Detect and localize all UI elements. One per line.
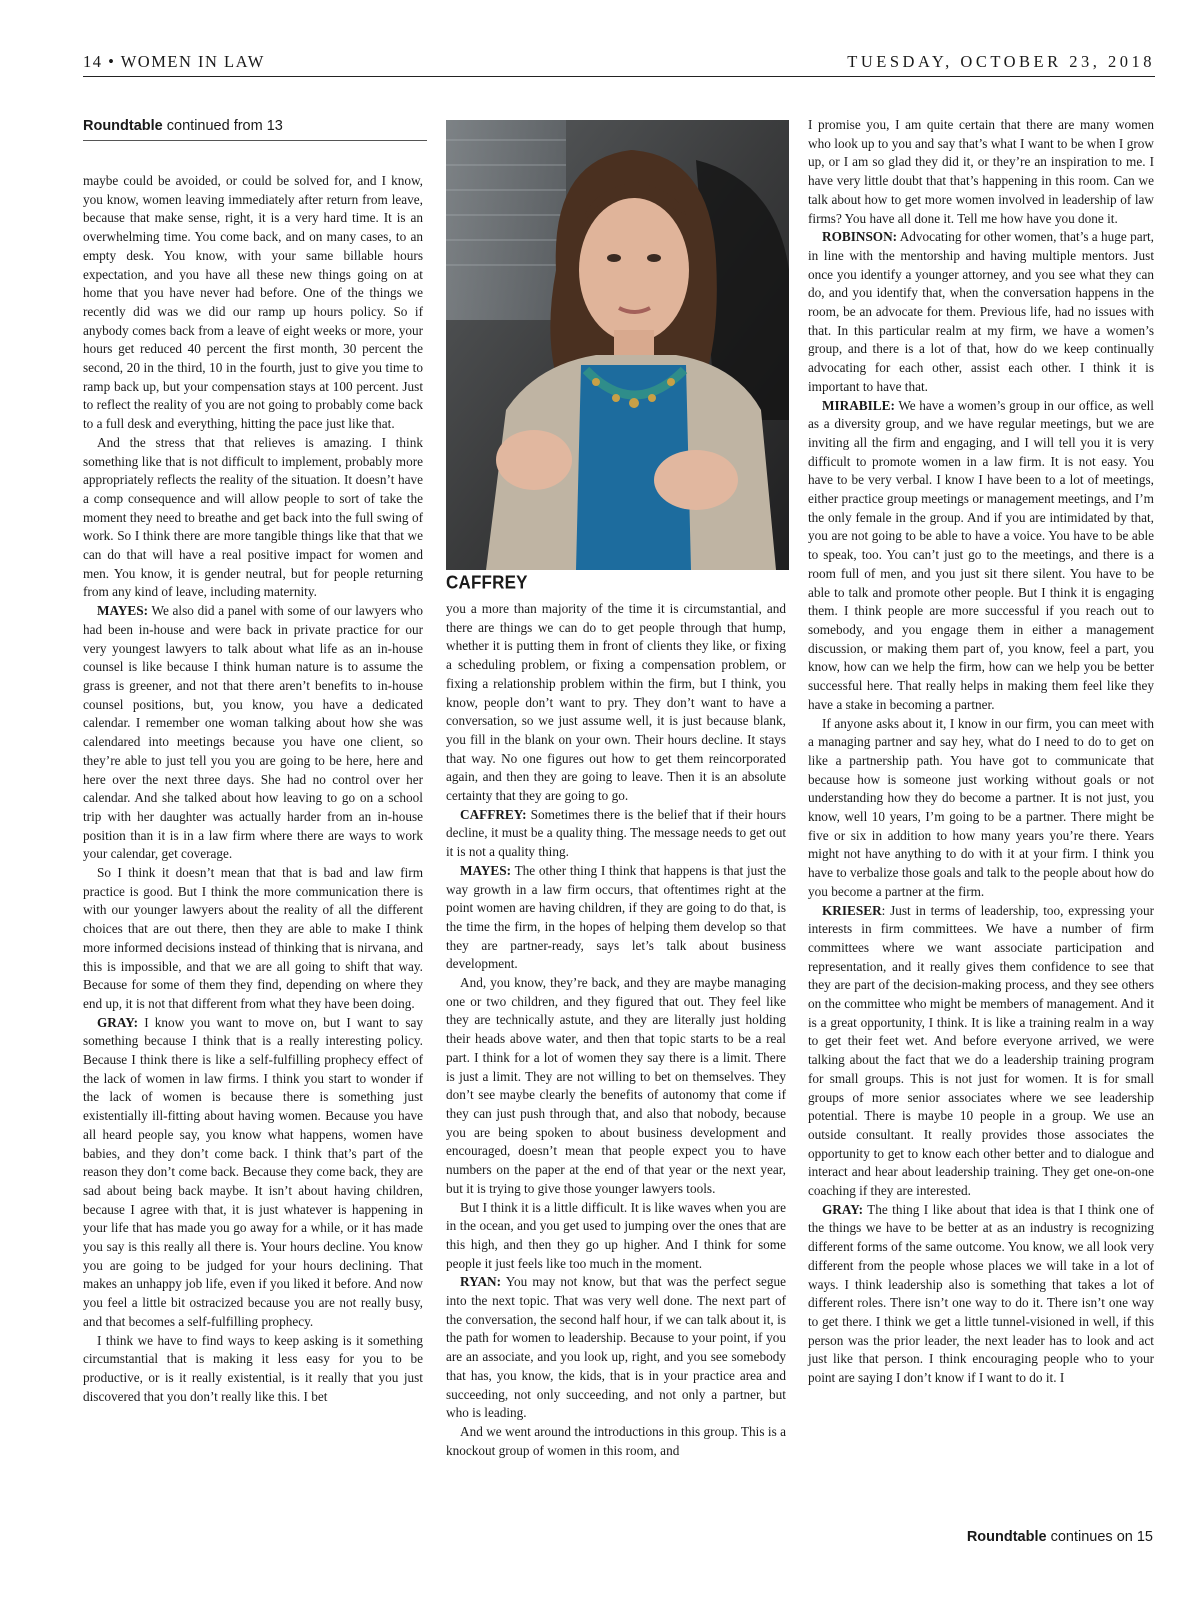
paragraph-text: I promise you, I am quite certain that there are many women who look up to you and say that’s what I want to be when I grow up, or I am so glad they did it, or they’re an inspiration to me. I have very little doubt that that’s happening in this room. Can we talk about how to get more women involved in leadership of law firms? You have all done it. Tell me how have you done it. bbox=[808, 117, 1154, 226]
paragraph bbox=[808, 1201, 1154, 1388]
portrait-photo bbox=[446, 120, 789, 570]
paragraph-text: But I think it is a little difficult. It is like waves when you are in the ocean, and you get used to jumping over the ones that are this high, and then they go up higher. And I think for some people it just feels like too much in the moment. bbox=[446, 1199, 786, 1271]
paragraph-text: So I think it doesn’t mean that that is bad and law firm practice is good. But I think the more communication there is with our younger lawyers about the reality of all the different choices that are out there, then they are able to make I think more informed decisions instead of thinking that is nirvana, and this is impossible, and that we are all going to shift that way. Because for some of them they find, depending on where they end up, it is not that different from what they have been doing. bbox=[83, 865, 423, 1011]
continued-from-label: Roundtable bbox=[83, 118, 163, 134]
speaker-name: RYAN: bbox=[460, 1274, 502, 1290]
speaker-name: KRIESER bbox=[822, 902, 882, 918]
paragraph bbox=[446, 600, 786, 806]
speaker-name: GRAY: bbox=[822, 1201, 863, 1217]
paragraph-text: If anyone asks about it, I know in our firm, you can meet with a managing partner and say hey, what do I need to do to get on like a partnership path. You have got to communicate that because how is someone just working without goals or not understanding how they do become a partner. It is not just, you know, well 10 years, I’m going to be a partner. There might be five or six in addition to how many years you’re there. Years might not have anything to do with it at your firm. I think you have to verbalize those goals and talk to the people about how do you become a partner at the firm. bbox=[808, 715, 1154, 899]
paragraph-text: And, you know, they’re back, and they are maybe managing one or two children, and they figured that out. They feel like they are technically astute, and they are literally just holding their heads above water, and then that topic starts to be a real part. I think for a lot of women they say there is a limit. There is just a limit. They are not willing to bet on themselves. They don’t see maybe clearly the benefits of autonomy that come if they can just push through that, and also that nobody, because you are being spoken to about business development and encouraged, doesn’t mean that people expect you to have numbers on the paper at the end of that year or the next year, but it is trying to give those younger lawyers tools. bbox=[446, 975, 786, 1196]
paragraph bbox=[808, 715, 1154, 902]
paragraph bbox=[83, 1014, 423, 1332]
paragraph-text: And the stress that that relieves is amazing. I think something like that is not difficult to implement, probably more appropriately reflects the reality of the situation. It doesn’t have a comp consequence and will allow people to sort of take the moment they need to breathe and get back into the full swing of work. So I think there are more tangible things like that that we can do that will have a real positive impact for women and men. You know, it is gender neutral, but for people returning from any kind of leave, including maternity. bbox=[83, 434, 423, 600]
portrait-illustration bbox=[446, 120, 789, 570]
paragraph-text: The other thing I think that happens is that just the way growth in a law firm occurs, that oftentimes right at the point women are having children, if they are going to do that, is the time the firm, in the hopes of helping them develop so that they are partner-ready, says let’s talk about business development. bbox=[446, 862, 786, 972]
continued-from-note bbox=[83, 118, 427, 141]
paragraph bbox=[83, 864, 423, 1014]
speaker-name: ROBINSON: bbox=[822, 229, 898, 245]
speaker-name: MAYES: bbox=[460, 862, 512, 878]
speaker-name: CAFFREY: bbox=[460, 806, 527, 822]
continues-on-label: Roundtable bbox=[966, 1529, 1047, 1545]
article-column-1 bbox=[83, 172, 423, 1406]
paragraph bbox=[83, 602, 423, 864]
paragraph-text: And we went around the introductions in this group. This is a knockout group of women in this room, and bbox=[446, 1423, 786, 1458]
paragraph-text: Advocating for other women, that’s a huge part, in line with the mentorship and having multiple mentors. Just once you identify a younger attorney, and you see what they can do, and you identify that, when the conversation happens in the room, be an advocate for them. Previous life, had no issues with that. In this particular realm at my firm, we have a women’s group, and there is a lot of that, how do we keep continually advocating for each other, assist each other. I think it is important to have that. bbox=[808, 229, 1154, 394]
paragraph bbox=[446, 974, 786, 1198]
paragraph-text: you a more than majority of the time it is circumstantial, and there are things we can do to get people through that hump, whether it is putting them in front of clients they like, or fixing a scheduling problem, or fixing a compensation problem, or fixing a relationship problem within the firm, but I think, you know, people don’t want to pry. They don’t want to have a conversation, so we just assume well, it is just because blank, you fill in the blank on your own. Their hours decline. It stays that way. No one figures out how to get them reincorporated again, and then they are going to leave. Then it is an absolute certainty that they are going to go. bbox=[446, 601, 786, 804]
paragraph bbox=[83, 434, 423, 602]
paragraph bbox=[808, 902, 1154, 1201]
paragraph-text: maybe could be avoided, or could be solved for, and I know, you know, women leaving immediately after return from leave, because that make sense, right, it is a very hard time. It is an overwhelming time. You come back, and on many cases, to an empty desk. You know, with your same billable hours expectation, and you have all these new things going on at home that you have never had before. One of the things we recently did was we did our ramp up hours policy. So if anybody comes back from a leave of eight weeks or more, your hours get reduced 40 percent the first month, 30 percent the second, 20 in the third, 10 in the fourth, just to give you time to ramp back up, but your compensation stays at 100 percent. Just to reflect the reality of you are not going to probably come back to a full desk and everything, hitting the pace just like that. bbox=[83, 173, 423, 432]
continues-on-text: continues on 15 bbox=[1050, 1529, 1153, 1545]
paragraph bbox=[446, 1199, 786, 1274]
paragraph-text: I think we have to find ways to keep asking is it something circumstantial that is making it less easy for you to be productive, or is it really existential, is it really that you just discovered that you don’t really like this. I bet bbox=[83, 1332, 423, 1404]
continues-on-note bbox=[967, 1529, 1153, 1545]
photo-caption: CAFFREY bbox=[446, 572, 528, 593]
paragraph-text: : Just in terms of leadership, too, expressing your interests in firm committees. We have a number of firm committees where we want associate participation and representation, and it really gives them confidence to see that they are part of the decision-making process, and they see others on the committee who might be members of management. And it is a great opportunity, I think. It is like a training realm in a way to get their feet wet. And before everyone arrived, we were talking about the fact that we do a leadership training program for small groups. This is not just for women. It is for small groups of more senior associates where we see leadership potential. There is maybe 10 people in a group. We use an outside consultant. It really provides those associates the opportunity to get to know each other better and to dialogue and interact and hear about leadership training. They get one-on-one coaching if they are interested. bbox=[808, 902, 1154, 1199]
issue-date: TUESDAY, OCTOBER 23, 2018 bbox=[847, 52, 1155, 71]
paragraph-text: The thing I like about that idea is that I think one of the things we have to be better at as an industry is recognizing different forms of the same outcome. You know, we all look very different from the people whose places we will take in a lot of ways. I think leadership also is something that takes a lot of different roles. There isn’t one way to do it. There isn’t one way to get there. I think we get a little tunnel-visioned in well, if this person was the prior leader, the next leader has to look and act just like that person. I think encouraging people who to your point are saying I don’t know if I want to do it. I bbox=[808, 1201, 1154, 1386]
paragraph bbox=[83, 1332, 423, 1407]
speaker-name: GRAY: bbox=[97, 1014, 138, 1030]
paragraph bbox=[83, 172, 423, 434]
paragraph-text: Sometimes there is the belief that if their hours decline, it must be a quality thing. The message needs to get out it is not a quality thing. bbox=[446, 806, 786, 860]
article-column-3 bbox=[808, 116, 1154, 1388]
paragraph bbox=[446, 1423, 786, 1460]
paragraph bbox=[446, 862, 786, 974]
article-column-2 bbox=[446, 600, 786, 1460]
paragraph bbox=[446, 806, 786, 862]
paragraph-text: I know you want to move on, but I want to say something because I think that is a really interesting policy. Because I think there is like a self-fulfilling prophecy effect of the lack of women in law firms. I think you start to wonder if the lack of women is because there is something just existentially ill-fitting about having women. Because you have all heard people say, you know what happens, women have babies, and they don’t come back. I think that’s part of the reason they don’t come back. Because they come back, they are sad about being back maybe. It isn’t about having children, because I agree with that, it is just whatever is happening in your life that has made you go away for a while, or it has made you say is this really all there is. Your hours decline. You know you are going to be judged for your hours declining. That makes an unhappy job life, even if you liked it before. And now you feel a little bit ostracized because you are not really busy, and that becomes a self-fulfilling prophecy. bbox=[83, 1014, 423, 1329]
page-header bbox=[83, 50, 1155, 77]
continued-from-text: continued from 13 bbox=[166, 118, 283, 134]
paragraph bbox=[808, 228, 1154, 396]
paragraph bbox=[808, 116, 1154, 228]
speaker-name: MAYES: bbox=[97, 603, 149, 619]
paragraph bbox=[446, 1273, 786, 1423]
speaker-name: MIRABILE: bbox=[822, 397, 895, 413]
paragraph-text: We have a women’s group in our office, as well as a diversity group, and we have regular meetings, but we are inviting all the firm and engaging, and I will tell you it is very difficult to promote women in a law firm. It is not easy. You have to be very verbal. I know I have been to a lot of meetings, either practice group meetings or management meetings, and I’m the only female in the group. And if you are intimidated by that, you are not going to be able to have a voice. You have to be able to speak, too. You can’t just go to the meetings, and there is a room full of men, and you just sit there silent. You have to be able to talk and promote other people. But I think it is engaging them. I think people are more successful if you reach out to somebody, and you engage them in either a management discussion, or making them part of, you know, feel a part, you know, how can we help the firm, how can we help you be better successful here. That really helps in making them feel like they have a stake in becoming a partner. bbox=[808, 397, 1154, 712]
page-section-label: 14 • WOMEN IN LAW bbox=[83, 52, 265, 71]
paragraph-text: You may not know, but that was the perfect segue into the next topic. That was very well done. The next part of the conversation, the second half hour, if we can talk about it, is the path for women to leadership. Because to your point, if you are an associate, and you look up, right, and you see somebody that has, you know, the kids, that is in your practice area and succeeding, not only succeeding, and not only a partner, but who is leading. bbox=[446, 1274, 787, 1421]
paragraph-text: We also did a panel with some of our lawyers who had been in-house and were back in private practice for our very youngest lawyers to talk about what life as an in-house counsel is like because I think human nature is to assume the grass is greener, and not that there aren’t benefits to in-house counsel positions, but, you know, you have a dedicated calendar. I remember one woman talking about how she was calendared into meetings because you have one client, so they’re able to just tell you you are going to be here, here and here over the next three days. She had no control over her calendar. And she talked about how leaving to go on a school trip with her daughter was actually harder from an in-house position than it is in a law firm where there are ways to work your calendar, get coverage. bbox=[83, 603, 423, 862]
paragraph bbox=[808, 397, 1154, 715]
